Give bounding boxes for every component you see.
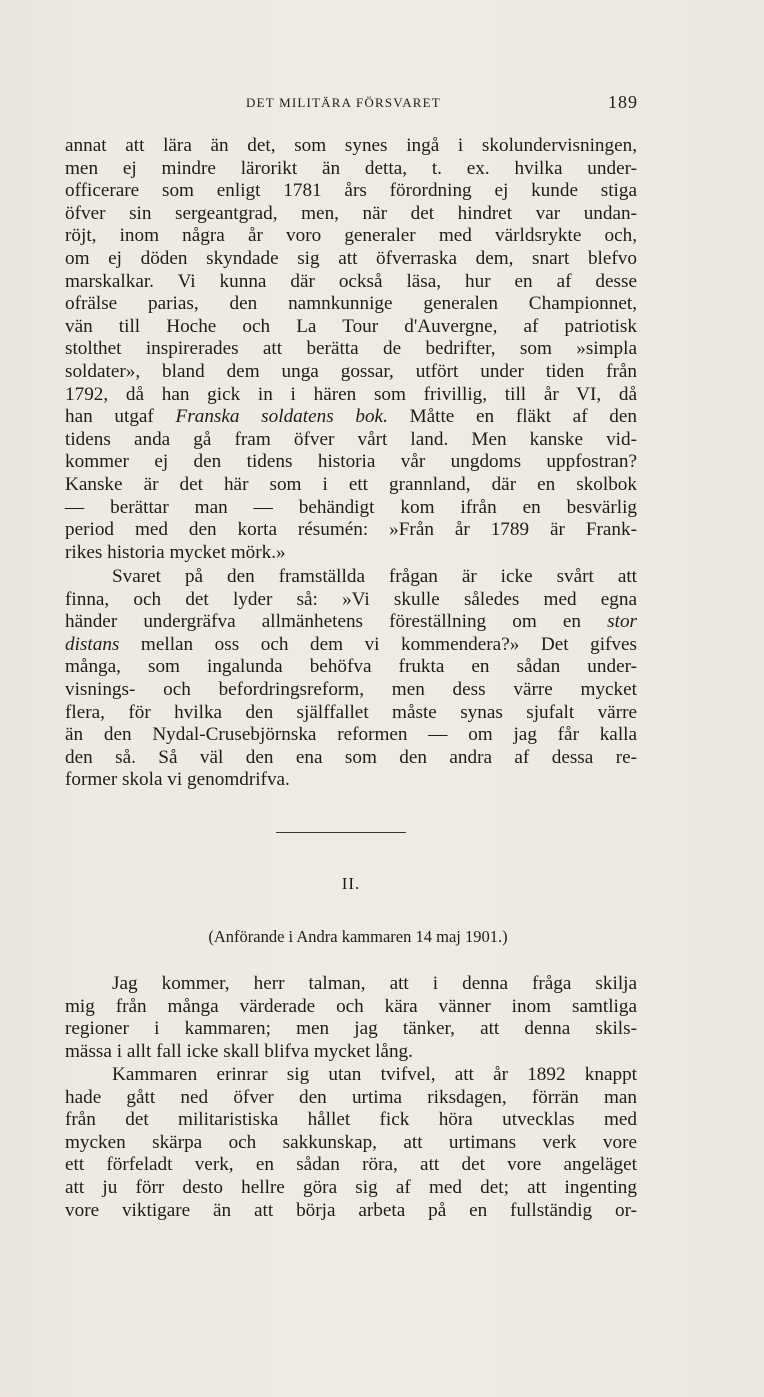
- text-line: visnings- och befordringsreform, men dess värre mycket: [65, 678, 637, 700]
- text-line: men ej mindre lärorikt än detta, t. ex. hvilka under-: [65, 157, 637, 179]
- section-number: II.: [341, 874, 361, 893]
- text-segment: Måtte en fläkt af den: [387, 406, 637, 428]
- text-line: annat att lära än det, som synes ingå i skolundervisningen,: [65, 135, 637, 156]
- text-line-with-emphasis: [65, 611, 637, 634]
- running-title: DET MILITÄRA FÖRSVARET: [246, 95, 441, 110]
- paragraph-1: [65, 135, 637, 564]
- text-line: hade gått ned öfver den urtima riksdagen, förrän man: [65, 1086, 637, 1108]
- text-line: Kammaren erinrar sig utan tvifvel, att år 1892 knappt: [112, 1064, 637, 1085]
- text-line: kommer ej den tidens historia vår ungdoms uppfostran?: [65, 451, 637, 473]
- text-line: den så. Så väl den ena som den andra af dessa re-: [65, 746, 637, 768]
- text-line: mässa i allt fall icke skall blifva mycket lång.: [65, 1040, 413, 1062]
- paragraph-3: [65, 973, 637, 1063]
- text-line: mycken skärpa och sakkunskap, att urtimans verk vore: [65, 1131, 637, 1153]
- text-line: många, som ingalunda behöfva frukta en sådan under-: [65, 656, 637, 678]
- text-line: officerare som enligt 1781 års förordning ej kunde stiga: [65, 180, 637, 202]
- section-divider: [276, 832, 406, 833]
- text-line: flera, för hvilka den själffallet måste synas sjufalt värre: [65, 701, 637, 723]
- text-line: att ju förr desto hellre göra sig af med det; att ingenting: [65, 1176, 637, 1198]
- text-line: tidens anda gå fram öfver vårt land. Men kanske vid-: [65, 428, 637, 450]
- text-segment: händer undergräfva allmänhetens föreställning om en: [65, 611, 582, 633]
- emphasis-italic: stor: [607, 611, 637, 633]
- paragraph-2: [65, 566, 637, 792]
- emphasis-italic: distans: [65, 633, 120, 655]
- text-line: soldater», bland dem unga gossar, utfört under tiden från: [65, 360, 637, 382]
- text-line: vore viktigare än att börja arbeta på en fullständig or-: [65, 1199, 637, 1221]
- text-line: stolthet inspirerades att berätta de bedrifter, som »simpla: [65, 338, 637, 360]
- text-line: om ej döden skyndade sig att öfverraska dem, snart blefvo: [65, 247, 637, 269]
- text-segment: mellan oss och dem vi kommendera?» Det gifves: [119, 633, 637, 655]
- text-line: Svaret på den framställda frågan är icke svårt att: [112, 566, 637, 587]
- text-line: vän till Hoche och La Tour d'Auvergne, af patriotisk: [65, 315, 637, 337]
- text-line: röjt, inom några år voro generaler med världsrykte och,: [65, 225, 637, 247]
- section-subtitle: (Anförande i Andra kammaren 14 maj 1901.): [208, 927, 508, 946]
- text-line: period med den korta résumén: »Från år 1789 är Frank-: [65, 519, 637, 541]
- text-line: ofrälse parias, den namnkunnige generalen Championnet,: [65, 293, 637, 315]
- text-line: rikes historia mycket mörk.»: [65, 541, 286, 563]
- text-line: Jag kommer, herr talman, att i denna fråga skilja: [112, 973, 637, 994]
- text-line: än den Nydal-Crusebjörnska reformen — om jag får kalla: [65, 724, 637, 746]
- text-line: finna, och det lyder så: »Vi skulle således med egna: [65, 588, 637, 610]
- text-line: Kanske är det här som i ett grannland, där en skolbok: [65, 473, 637, 495]
- page-number: 189: [608, 92, 638, 112]
- text-line: regioner i kammaren; men jag tänker, att denna skils-: [65, 1018, 637, 1040]
- book-title-italic: Franska soldatens bok.: [175, 406, 388, 428]
- text-line: mig från många värderade och kära vänner inom samtliga: [65, 995, 637, 1017]
- text-line: marskalkar. Vi kunna där också läsa, hur en af desse: [65, 270, 637, 292]
- text-line: — berättar man — behändigt kom ifrån en besvärlig: [65, 496, 637, 518]
- text-line: former skola vi genomdrifva.: [65, 769, 290, 791]
- text-line: öfver sin sergeantgrad, men, när det hindret var undan-: [65, 202, 637, 224]
- page-header: [66, 93, 638, 115]
- text-line: från det militaristiska hållet fick höra utvecklas med: [65, 1109, 637, 1131]
- text-segment: han utgaf: [65, 406, 176, 428]
- paragraph-4: [65, 1064, 637, 1222]
- text-line-with-book-title: [65, 406, 637, 429]
- text-line-with-emphasis: [65, 634, 637, 657]
- text-line: 1792, då han gick in i hären som frivillig, till år VI, då: [65, 383, 637, 405]
- text-line: ett förfeladt verk, en sådan röra, att det vore angeläget: [65, 1154, 637, 1176]
